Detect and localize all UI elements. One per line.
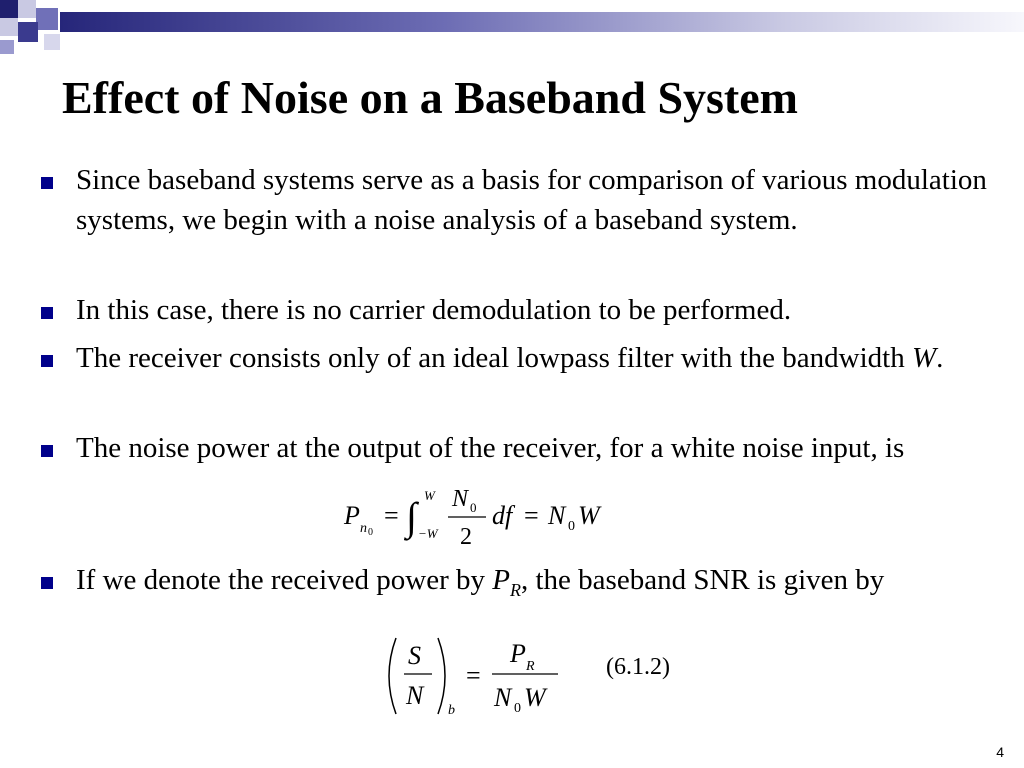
power-subscript: R bbox=[510, 579, 521, 600]
svg-text:N: N bbox=[548, 501, 566, 530]
bullet-square-icon bbox=[41, 307, 53, 319]
svg-text:0: 0 bbox=[470, 500, 477, 515]
svg-text:0: 0 bbox=[514, 701, 521, 716]
bullet-item bbox=[36, 160, 996, 240]
noise-power-equation bbox=[340, 480, 620, 552]
svg-text:2: 2 bbox=[460, 524, 472, 550]
deco-square bbox=[18, 0, 36, 18]
svg-text:=: = bbox=[466, 661, 481, 690]
deco-square bbox=[36, 8, 58, 30]
svg-text:P: P bbox=[510, 639, 526, 668]
bullet-text: In this case, there is no carrier demodulation to be performed. bbox=[76, 294, 792, 326]
slide-title: Effect of Noise on a Baseband System bbox=[62, 72, 798, 123]
svg-text:W: W bbox=[524, 683, 546, 712]
bandwidth-variable: W bbox=[911, 342, 937, 374]
svg-text:=: = bbox=[524, 501, 539, 530]
svg-text:N: N bbox=[406, 681, 424, 710]
svg-text:b: b bbox=[448, 703, 455, 718]
svg-text:df: df bbox=[492, 501, 513, 530]
deco-square bbox=[18, 22, 38, 42]
svg-text:P: P bbox=[344, 501, 360, 530]
bullet-square-icon bbox=[41, 445, 53, 457]
bullet-item bbox=[36, 560, 884, 610]
svg-text:W: W bbox=[424, 488, 435, 503]
bullet-text: , the baseband SNR is given by bbox=[521, 564, 885, 596]
bullet-text: The receiver consists only of an ideal lowpass filter with the bandwidth bbox=[76, 342, 905, 374]
equation-number: (6.1.2) bbox=[606, 654, 670, 680]
bullet-text: If we denote the received power by bbox=[76, 564, 486, 596]
bullet-item bbox=[36, 338, 943, 378]
page-number: 4 bbox=[996, 744, 1004, 760]
bullet-item bbox=[36, 290, 791, 330]
svg-text:n: n bbox=[360, 521, 367, 536]
power-variable: P bbox=[492, 564, 510, 596]
bullet-square-icon bbox=[41, 355, 53, 367]
svg-text:R: R bbox=[526, 659, 535, 674]
bullet-square-icon bbox=[41, 177, 53, 189]
header-gradient-bar bbox=[60, 12, 1024, 32]
svg-text:N: N bbox=[494, 683, 512, 712]
svg-text:=: = bbox=[384, 501, 399, 530]
deco-square bbox=[44, 34, 60, 50]
bullet-item bbox=[36, 428, 904, 468]
header-decoration bbox=[0, 0, 1024, 60]
svg-text:0: 0 bbox=[368, 527, 373, 538]
bullet-period: . bbox=[936, 342, 944, 374]
svg-text:0: 0 bbox=[568, 519, 575, 534]
svg-text:−W: −W bbox=[418, 526, 438, 541]
svg-text:N: N bbox=[452, 486, 469, 512]
bullet-text: The noise power at the output of the receiver, for a white noise input, is bbox=[76, 432, 905, 464]
deco-square bbox=[0, 40, 14, 54]
bullet-text: Since baseband systems serve as a basis for comparison of various modulation systems, we begin with a noise analysis of a baseband system. bbox=[76, 164, 987, 236]
svg-text:W: W bbox=[578, 501, 600, 530]
svg-text:∫: ∫ bbox=[406, 494, 417, 539]
deco-square bbox=[0, 18, 18, 36]
svg-text:S: S bbox=[408, 641, 421, 670]
bullet-square-icon bbox=[41, 577, 53, 589]
baseband-snr-equation bbox=[380, 630, 580, 726]
deco-square bbox=[0, 0, 18, 18]
